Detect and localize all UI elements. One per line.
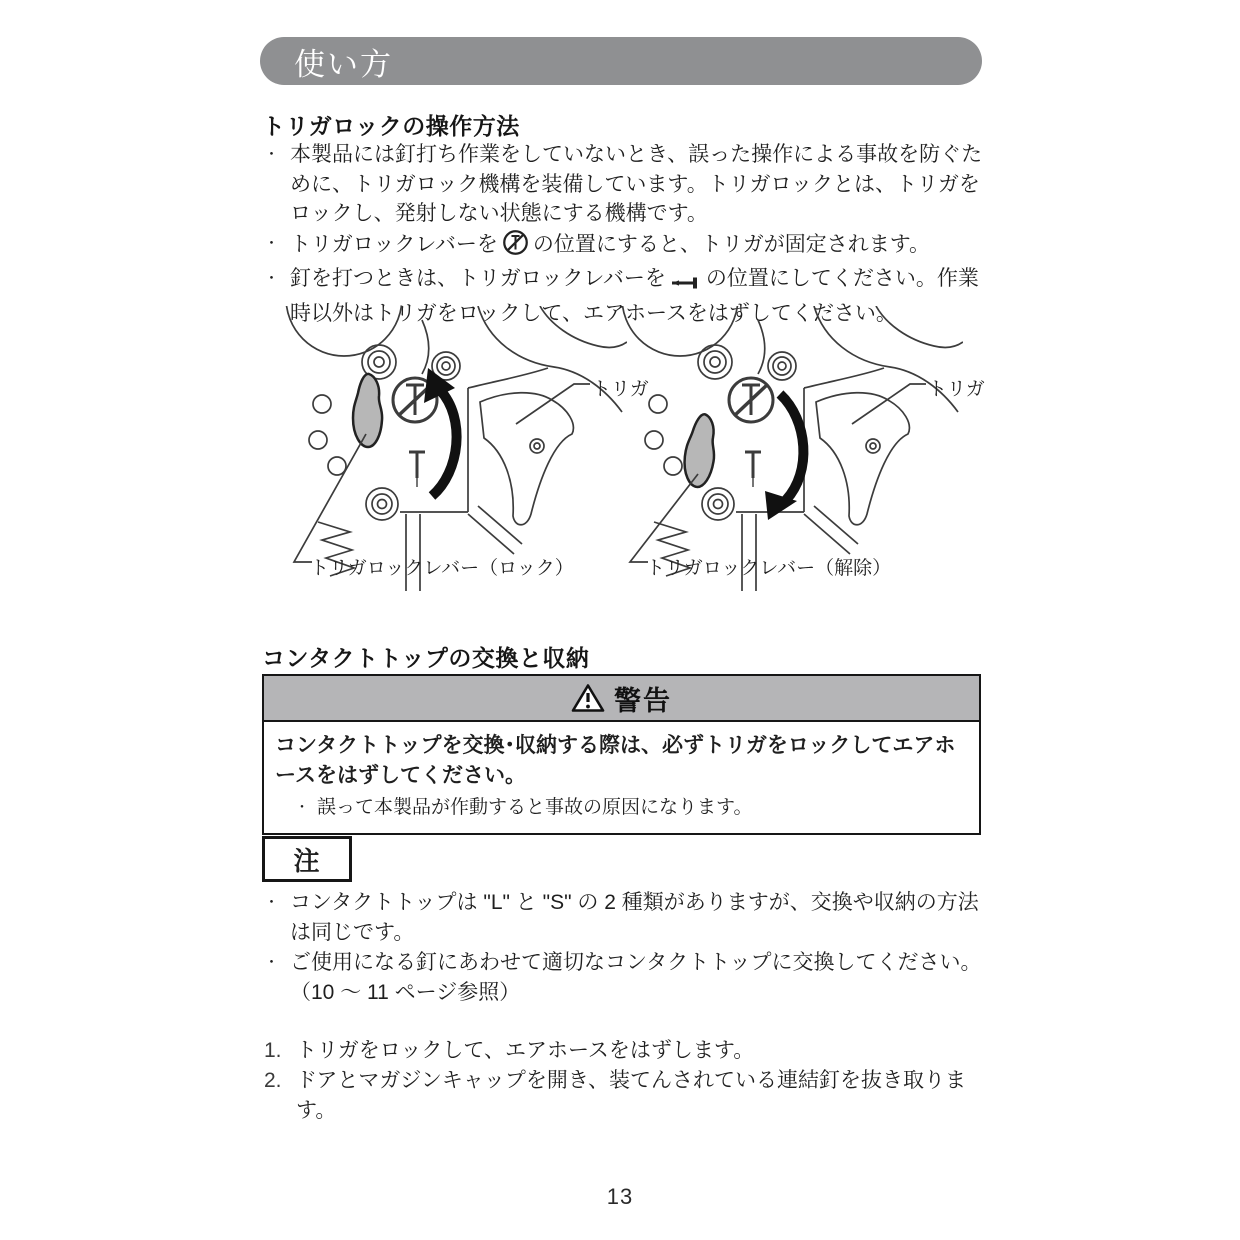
note-label: 注: [293, 845, 321, 876]
bullet-marker: ・: [264, 270, 280, 287]
bullet-text-pre: 釘を打つときは、トリガロックレバーを: [290, 267, 666, 290]
step-text: トリガをロックして、エアホースをはずします。: [296, 1039, 755, 1062]
warning-bullet: [275, 794, 968, 821]
page-number: 13: [606, 1184, 634, 1209]
procedure-steps: [264, 1036, 988, 1126]
figure-trigger-lock-released: [618, 306, 985, 596]
trigger-lock-lever-shape: [682, 413, 719, 489]
warning-header: [264, 676, 979, 722]
note-bullets: [264, 888, 988, 1008]
list-item: [264, 140, 988, 229]
no-nail-prohibition-icon: [502, 229, 529, 265]
bullet-marker: ・: [264, 894, 280, 911]
bullet-text-post: の位置にすると、トリガが固定されます。: [532, 232, 931, 256]
warning-bold-text: コンタクトトップを交換･収納する際は、必ずトリガをロックしてエアホースをはずしてください。: [275, 734, 956, 787]
section-header-pill: [260, 37, 982, 85]
warning-title: 警告: [614, 685, 672, 716]
warning-triangle-icon: [571, 683, 605, 713]
note-box: [262, 836, 352, 882]
warning-body: [264, 722, 979, 833]
bullet-text-post: の位置にしてください。作業時以外はトリガをロックして、エアホースをはずしてください。: [290, 267, 979, 325]
step-item: [264, 1066, 988, 1126]
bullet-text-pre: トリガロックレバーを: [290, 232, 498, 256]
bullet-text: コンタクトトップは "L" と "S" の 2 種類がありますが、交換や収納の方法は同じです。: [290, 891, 979, 944]
trigger-callout-label: トリガ: [928, 379, 985, 400]
step-text: ドアとマガジンキャップを開き、装てんされている連結釘を抜き取ります。: [296, 1069, 967, 1122]
nail-horizontal-icon: [670, 269, 702, 299]
trigger-lock-bullets: [264, 140, 988, 328]
trigger-callout-label: トリガ: [592, 379, 649, 400]
bullet-text: [290, 229, 988, 265]
bullet-text: 本製品には釘打ち作業をしていないとき、誤った操作による事故を防ぐために、トリガロック機構を装備しています。トリガロックとは、トリガをロックし、発射しない状態にする機構です。: [290, 143, 983, 225]
trigger-lock-heading: トリガロックの操作方法: [262, 113, 520, 139]
bullet-marker: ・: [264, 146, 280, 163]
step-item: [264, 1036, 988, 1066]
list-item: [264, 229, 988, 265]
contact-top-heading: コンタクトトップの交換と収納: [262, 645, 590, 671]
list-item: [264, 888, 988, 948]
figure-caption-released: トリガロックレバー（解除）: [646, 558, 892, 579]
figure-caption-locked: トリガロックレバー（ロック）: [310, 558, 574, 579]
warning-bullet-text: 誤って本製品が作動すると事故の原因になります。: [317, 797, 753, 818]
section-header-title: 使い方: [294, 46, 393, 82]
bullet-marker: ・: [264, 954, 280, 971]
trigger-lock-lever-shape: [353, 374, 382, 447]
bullet-text-line2: （10 ～ 11 ページ参照）: [290, 981, 521, 1004]
figure-trigger-lock-locked: [282, 306, 649, 596]
bullet-text-line1: ご使用になる釘にあわせて適切なコンタクトトップに交換してください。: [290, 951, 982, 974]
bullet-marker: ・: [295, 799, 309, 815]
warning-box: [262, 674, 981, 835]
step-number: 1.: [264, 1039, 282, 1062]
list-item: [264, 948, 988, 1008]
bullet-text: [290, 948, 988, 1008]
bullet-marker: ・: [264, 234, 280, 252]
step-number: 2.: [264, 1069, 282, 1092]
